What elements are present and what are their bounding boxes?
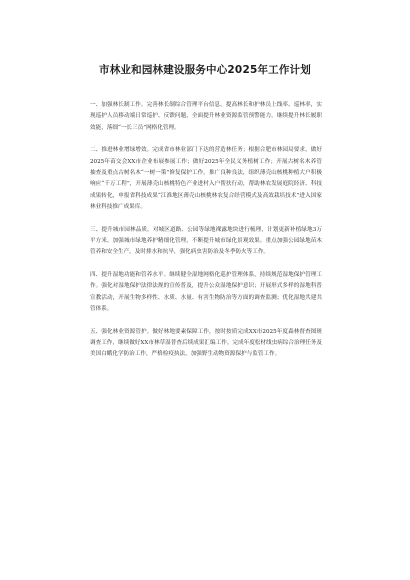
paragraph-forest-resource-protection: 五、强化林业资源管护。做好林地要素保障工作，按时按质完成XX市2025年度森林督查图斑调查工作，继续做好XX市林草湿普查后续成果汇编工作。完成年度松材线虫病综合治理任务及美国白蛾化学防治工作，严格检疫执法，加强野生动物资源保护与监管工作。 (90, 328, 322, 358)
paragraph-forestry-greening: 二、推进林业增绿增效。完成省市林业部门下达的营造林任务；根据合肥市林园局要求，做好2025年苗交会XX市企业布展参展工作；做好2025年全民义务植树工作；开展古树名木养管抽查及重点古树名木“一树一策”修复保护工作。推广良种良法，组织薄壳山核桃种植大户积极响应“千万工程”，开展薄壳山核桃特色产业进村入户帮扶行动，帮助林农发展庭院经济、科技成果转化，申报省科技成果“江淮地区薄壳山核桃林农复合经营模式及高效栽培技术”进入国家林业科技推广成果库。 (90, 147, 322, 211)
paragraph-forest-chief-system: 一、加强林长制工作。完善林长制综合管理平台信息，提高林长和护林员上线率、巡林率，实现巡护人员移动端日常巡护、反馈问题，全面提升林业资源监管预警能力。继续提升林长履职效能，落细“一长三员”网格化管理。 (90, 102, 322, 131)
paragraph-wetland-management: 四、提升湿地功能和管养水平。继续健全湿地网格化巡护管理体系，持续规范湿地保护管理工作。强化对湿地保护法律法规的宣传普及，提升公众湿地保护意识；开展形式多样的湿地科普宣教活动，开展生物多样性、水质、水量、有害生物防治等方面的调查监测；优化湿地共建共管体系。 (90, 271, 322, 313)
document-title: 市林业和园林建设服务中心2025年工作计划 (99, 64, 311, 76)
document-body (90, 100, 322, 372)
paragraph-urban-landscaping: 三、提升城市园林品质。对城区道路、公园等绿地裸露地块进行梳理，计划更新补植绿地3万平方米。加强城市绿地养护精细化管理，不断提升城市绿化景观效果。重点加强公园绿地苗木管养和安全生产，及时排水和抗旱，强化病虫害防治及冬季防火等工作。 (90, 226, 322, 256)
